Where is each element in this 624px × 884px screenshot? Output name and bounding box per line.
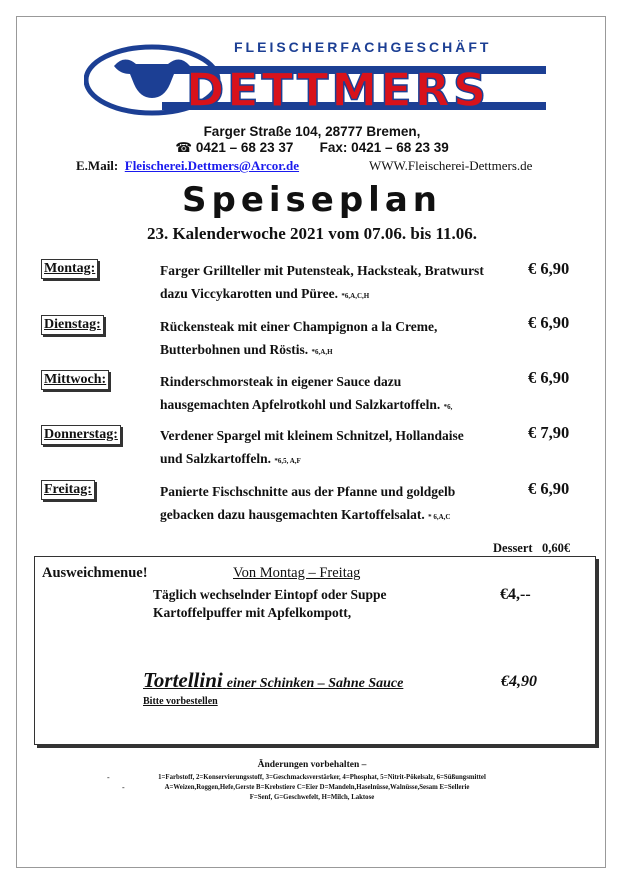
allergen-codes: *6,A,C,H — [341, 292, 370, 300]
page-title: Speiseplan — [182, 180, 442, 220]
allergen-legend-3: F=Senf, G=Geschwefelt, H=Milch, Laktose — [249, 794, 375, 801]
price-monday: € 6,90 — [528, 259, 570, 278]
phone-fax-line — [0, 140, 624, 156]
website: WWW.Fleischerei-Dettmers.de — [369, 158, 533, 173]
footer-dash: - — [122, 783, 125, 792]
phone-number: 0421 – 68 23 37 — [195, 140, 294, 155]
dish-line: gebacken dazu hausgemachten Kartoffelsalat. — [160, 507, 425, 522]
special-title: Tortellini — [143, 668, 223, 692]
price-friday: € 6,90 — [528, 479, 570, 498]
allergen-codes: * 6,A,C — [428, 513, 451, 521]
day-thursday: Donnerstag: — [41, 425, 121, 445]
day-tuesday: Dienstag: — [41, 315, 104, 335]
dish-line: dazu Viccykarotten und Püree. — [160, 286, 339, 301]
dish-line: Panierte Fischschnitte aus der Pfanne und goldgelb — [160, 484, 456, 499]
special-price: €4,90 — [501, 673, 537, 690]
allergen-legend-1: 1=Farbstoff, 2=Konservierungsstoff, 3=Geschmacksverstärker, 4=Phosphat, 5=Nitrit-Pökelsalz, 6=Süßungsmittel — [158, 774, 486, 781]
bull-head-icon — [114, 59, 190, 98]
price-tuesday: € 6,90 — [528, 313, 570, 332]
footer-heading: Änderungen vorbehalten – — [257, 760, 367, 770]
special-dish — [143, 668, 545, 693]
allergen-codes: *6,5, A,F — [274, 457, 301, 465]
dish-wednesday — [160, 370, 520, 419]
allergen-codes: *6, — [443, 403, 453, 411]
email-label: E.Mail: — [76, 158, 119, 173]
dish-friday — [160, 480, 520, 529]
special-desc: einer Schinken – Sahne Sauce — [226, 676, 404, 691]
allergen-legend-2: A=Weizen,Roggen,Hefe,Gerste B=Krebstiere C=Eier D=Mandeln,Haselnüsse,Walnüsse,Sesam E=Sellerie — [164, 784, 470, 791]
dessert-line — [493, 541, 570, 556]
day-monday: Montag: — [41, 259, 98, 279]
footer-dash: - — [107, 773, 110, 782]
address: Farger Straße 104, 28777 Bremen, — [203, 124, 421, 139]
dish-thursday — [160, 424, 520, 473]
dish-line: Farger Grillteller mit Putensteak, Hacksteak, Bratwurst — [160, 263, 484, 278]
email-line — [76, 158, 299, 174]
alternative-line-1: Täglich wechselnder Eintopf oder Suppe — [153, 587, 387, 602]
price-wednesday: € 6,90 — [528, 368, 570, 387]
fax-number: Fax: 0421 – 68 23 39 — [319, 140, 449, 155]
dessert-label: Dessert — [493, 541, 533, 555]
preorder-note: Bitte vorbestellen — [143, 696, 218, 707]
day-wednesday: Mittwoch: — [41, 370, 109, 390]
brand-name-text: DETTMERS — [186, 63, 490, 116]
price-thursday: € 7,90 — [528, 423, 570, 442]
dettmers-logo — [84, 36, 546, 116]
alternative-line-2: Kartoffelpuffer mit Apfelkompott, — [153, 605, 352, 620]
week-heading: 23. Kalenderwoche 2021 vom 07.06. bis 11.06. — [146, 224, 478, 243]
email-link[interactable]: Fleischerei.Dettmers@Arcor.de — [124, 158, 300, 173]
alternative-range: Von Montag – Freitag — [233, 565, 361, 581]
dish-line: Verdener Spargel mit kleinem Schnitzel, Hollandaise — [160, 428, 464, 443]
dish-line: Rinderschmorsteak in eigener Sauce dazu — [160, 374, 402, 389]
dish-tuesday — [160, 315, 520, 364]
day-friday: Freitag: — [41, 480, 95, 500]
dessert-price: 0,60€ — [541, 541, 571, 555]
dish-line: Rückensteak mit einer Champignon a la Creme, — [160, 319, 438, 334]
allergen-codes: *6,A,H — [311, 348, 333, 356]
dish-line: und Salzkartoffeln. — [160, 451, 272, 466]
phone-icon: ☎ — [175, 140, 193, 155]
dish-line: hausgemachten Apfelrotkohl und Salzkartoffeln. — [160, 397, 441, 412]
alternative-price: €4,-- — [500, 586, 531, 603]
dish-monday — [160, 259, 520, 308]
dish-line: Butterbohnen und Röstis. — [160, 342, 309, 357]
alternative-menu-box — [34, 556, 596, 745]
brand-top-text: FLEISCHERFACHGESCHÄFT — [234, 39, 492, 55]
alternative-label: Ausweichmenue! — [42, 565, 148, 581]
